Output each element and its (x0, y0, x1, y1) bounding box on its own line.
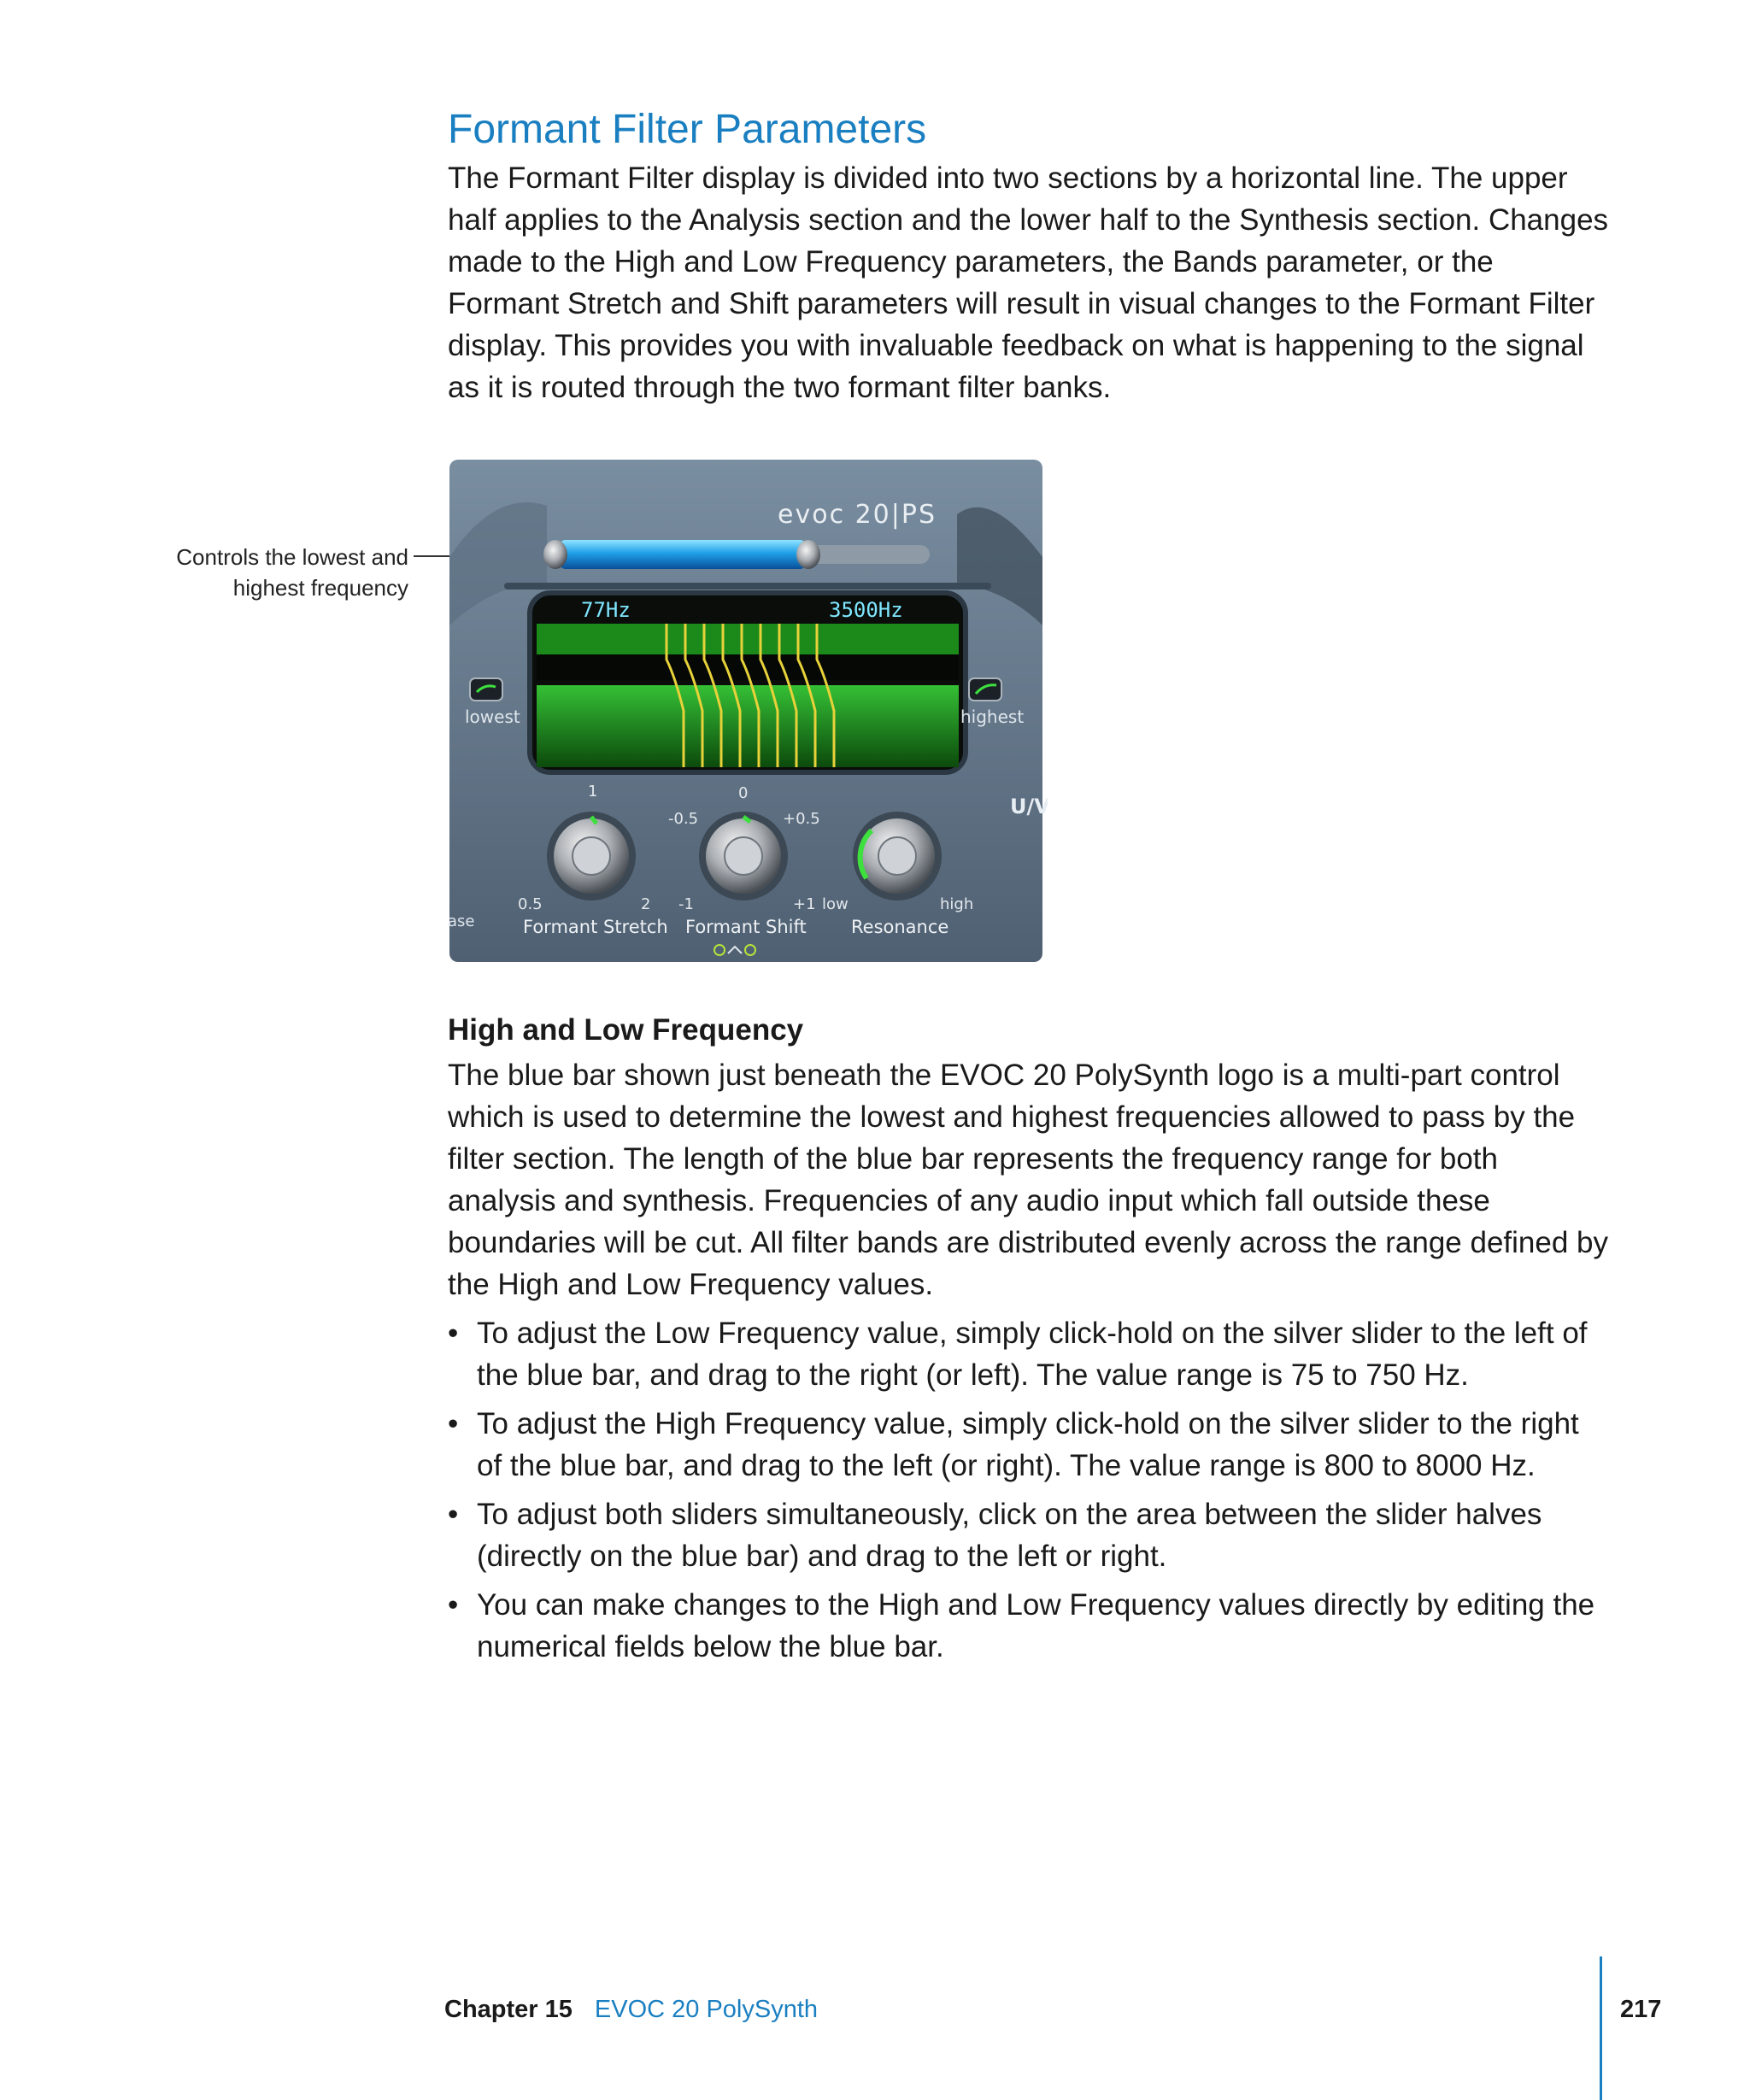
svg-text:low: low (822, 895, 849, 913)
svg-text:-0.5: -0.5 (668, 810, 699, 828)
svg-text:0: 0 (738, 784, 749, 802)
formant-shift-label: Formant Shift (685, 917, 807, 937)
frequency-range-blue-bar[interactable] (559, 540, 807, 569)
figure-callout (176, 542, 408, 603)
evoc-panel-svg (444, 455, 1048, 967)
uv-label: U/V (1010, 795, 1048, 818)
svg-text:high: high (940, 895, 974, 913)
lowest-label: lowest (465, 707, 520, 727)
page-number: 217 (1620, 1996, 1662, 2023)
low-frequency-readout: 77Hz (581, 598, 631, 622)
formant-stretch-label: Formant Stretch (523, 917, 668, 937)
list-item: • To adjust both sliders simultaneously, click on the area between the slider halves (directly on the blue bar) and drag to the left or right. (448, 1498, 1542, 1573)
svg-text:0.5: 0.5 (518, 895, 543, 913)
evoc-formant-filter-figure (444, 455, 1048, 967)
svg-text:-1: -1 (678, 895, 694, 913)
evoc-logo: evoc 20|PS (778, 500, 937, 530)
section-heading: Formant Filter Parameters (448, 107, 927, 152)
synthesis-band-area (537, 685, 959, 767)
svg-text:+1: +1 (793, 895, 816, 913)
list-item: • To adjust the Low Frequency value, simply click-hold on the silver slider to the left of the blue bar, and drag to the right (or left). The value range is 75 to 750 Hz. (448, 1317, 1588, 1392)
chapter-title-link[interactable]: EVOC 20 PolySynth (594, 1996, 819, 2023)
lowest-toggle-button[interactable] (470, 678, 502, 701)
low-frequency-slider-handle[interactable] (543, 540, 567, 569)
instruction-list (448, 1312, 1610, 1675)
subsection-heading: High and Low Frequency (448, 1013, 804, 1047)
list-item: • To adjust the High Frequency value, simply click-hold on the silver slider to the right of the blue bar, and drag to the left (or right). The value range is 800 to 8000 Hz. (448, 1407, 1579, 1482)
svg-text:+0.5: +0.5 (783, 810, 820, 828)
high-frequency-readout: 3500Hz (829, 598, 903, 622)
high-frequency-slider-handle[interactable] (796, 540, 820, 569)
svg-text:1: 1 (588, 783, 598, 801)
callout-line-1: Controls the lowest and (176, 544, 408, 570)
callout-line-2: highest frequency (232, 575, 408, 601)
footer-divider (1600, 1956, 1602, 2100)
resonance-label: Resonance (851, 917, 949, 937)
intro-paragraph: The Formant Filter display is divided into two sections by a horizontal line. The upper half applies to the Analysis section and the lower half to the Synthesis section. Changes made to the High and Low Frequency parameters, the Bands parameter, or the Formant Stretch and Shift parameters will result in visual changes to the Formant Filter display. This provides you with invaluable feedback on what is happening to the signal as it is routed through the two formant filter banks. (448, 161, 1609, 404)
subsection-paragraph: The blue bar shown just beneath the EVOC 20 PolySynth logo is a multi-part control which is used to determine the lowest and highest frequencies allowed to pass by the filter section. The length of the blue bar represents the frequency range for both analysis and synthesis. Frequencies of any audio input which fall outside these boundaries will be cut. All filter bands are distributed evenly across the range defined by the High and Low Frequency values. (448, 1059, 1609, 1301)
edge-label: ase (448, 912, 475, 930)
highest-toggle-button[interactable] (969, 678, 1001, 701)
page-footer (444, 1996, 818, 2024)
svg-text:2: 2 (641, 895, 651, 913)
highest-label: highest (960, 707, 1025, 727)
list-item: • You can make changes to the High and Low Frequency values directly by editing the numerical fields below the blue bar. (448, 1588, 1595, 1663)
chapter-number: Chapter 15 (444, 1996, 573, 2023)
